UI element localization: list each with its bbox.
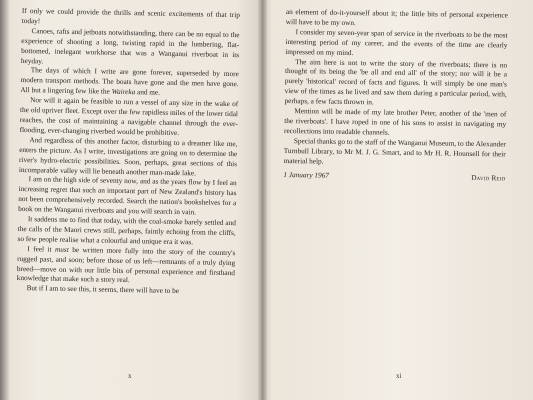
right-paragraph: an element of do-it-yourself about it; the little bits of personal experience will have to be my own.: [285, 8, 508, 28]
left-page-text: [16, 7, 239, 298]
emphasis-word: must: [55, 245, 69, 254]
right-paragraph: Special thanks go to the staff of the Wanganui Museum, to the Alexander Turnbull Library, to Mr M. J. G. Smart, and to Mr H. R. Hounsell for their material help.: [283, 136, 506, 166]
signature-date: 1 January 1967: [283, 170, 329, 180]
signature-author: David Reid: [471, 173, 506, 182]
left-paragraph: The days of which I write are gone forever, superseded by more modern transport methods. The boats have gone and the men have gone. All but a lingering few like the Waireka and me.: [20, 66, 239, 97]
left-paragraph: Canoes, rafts and jetboats notwithstanding, there can be no equal to the experience of shooting a long, twisting rapid in the lumbering, flat-bottomed, inelegant workhorse that was a Wanganui riverboat in its heyday.: [20, 27, 240, 65]
right-page: [262, 0, 533, 400]
page-number-right: xi: [396, 372, 402, 380]
signature-line: [283, 170, 505, 183]
boat-name: Waireka: [111, 87, 136, 97]
page-number-left: x: [128, 372, 132, 380]
left-paragraph: I feel it must be written more fully into the story of the country's rugged past, and soon; before those of us left—remnants of a truly dying breed—move on with our little bits of personal experience and firsthand knowledge that make such a story real.: [16, 244, 236, 285]
right-paragraph: Mention will be made of my late brother Peter, another of the 'men of the riverboats'. I have roped in one of his sons to assist in navigating my recollections into readable channels.: [284, 107, 507, 137]
left-paragraph: If only we could provide the thrills and scenic excitements of that trip today!: [21, 7, 240, 26]
right-paragraph: I consider my seven-year span of service in the riverboats to be the most interesting period of my career, and the events of the time are clearly impressed on my mind.: [285, 27, 508, 57]
left-paragraph: It saddens me to find that today, with the coal-smoke barely settled and the calls of the Maori crews still, perhaps, faintly echoing from the cliffs, so few people realise what a colourful and unique era it was.: [17, 215, 236, 247]
left-paragraph: I am on the high side of seventy now, and as the years flow by I feel an increasing regret that such an important part of New Zealand's history has not been comprehensively recorded. Search the nation's bookshelves for a book on the Wanganui riverboats and you will search in vain.: [18, 175, 237, 217]
left-paragraph: But if I am to see this, it seems, there will have to be: [26, 284, 180, 296]
left-paragraph: Nor will it again be feasible to run a vessel of any size in the wake of the old upriver fleet. Except over the few rapidless miles of the lower tidal reaches, the cost of maintaining a navigable channel through the ever-flooding, ever-changing riverbed would be prohibitive.: [19, 96, 239, 137]
right-paragraph: The aim here is not to write the story of the riverboats; there is no thought of its being the 'be all and end all' of the story; nor will it be a purely 'historical' record of facts and figures. It will simply be one man's view of the times as he lived and saw them during a particular period, with, perhaps, a few facts thrown in.: [284, 57, 508, 107]
right-page-text: [283, 8, 508, 184]
left-page: [0, 0, 262, 400]
left-paragraph: And regardless of this another factor, disturbing to a dreamer like me, enters the picture. As I write, investigations are going on to determine the river's hydro-electric possibilities. Soon, perhaps, great sections of this incomparable valley will lie beneath another man-made lake.: [18, 135, 238, 177]
